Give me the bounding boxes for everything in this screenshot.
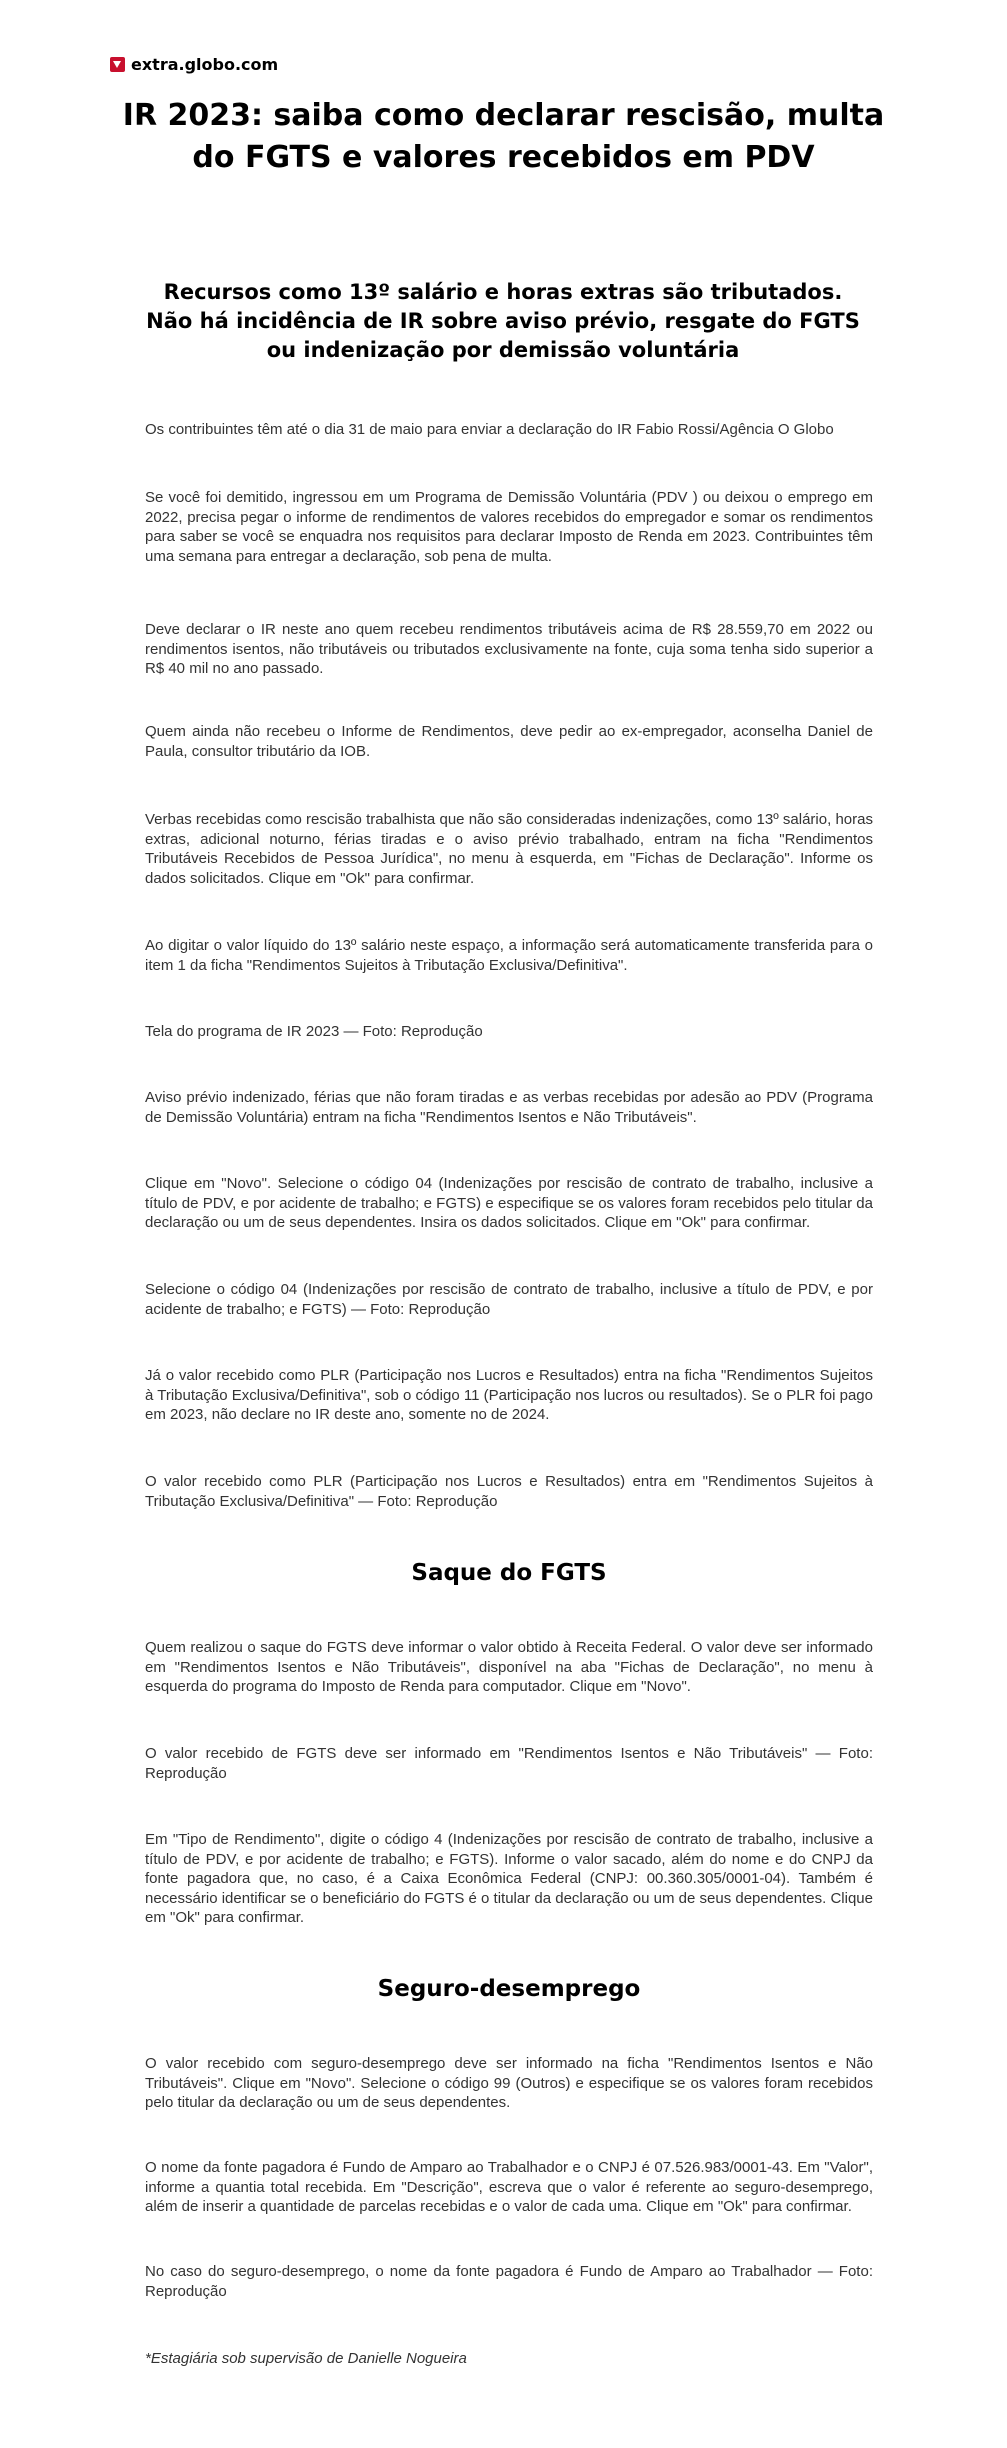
photo-caption: Selecione o código 04 (Indenizações por rescisão de contrato de trabalho, inclusive a título de PDV, e por acidente de trabalho; e FGTS) — Foto: Reprodução (145, 1281, 873, 1318)
article-paragraph: Aviso prévio indenizado, férias que não foram tiradas e as verbas recebidas por adesão ao PDV (Programa de Demissão Voluntária) entram na ficha "Rendimentos Isentos e Não Tributáveis". (145, 1089, 873, 1126)
photo-caption: Os contribuintes têm até o dia 31 de maio para enviar a declaração do IR Fabio Rossi/Agência O Globo (145, 421, 834, 438)
article-paragraph: Se você foi demitido, ingressou em um Programa de Demissão Voluntária (PDV ) ou deixou o emprego em 2022, precisa pegar o informe de rendimentos de valores recebidos do empregador e somar os rendimentos para saber se você se enquadra nos requisitos para declarar Imposto de Renda em 2023. Contribuintes têm uma semana para entregar a declaração, sob pena de multa. (145, 489, 873, 565)
article-subtitle: Recursos como 13º salário e horas extras são tributados. Não há incidência de IR sobre aviso prévio, resgate do FGTS ou indenização por demissão voluntária (146, 280, 860, 362)
article-paragraph: O valor recebido com seguro-desemprego deve ser informado na ficha "Rendimentos Isentos e Não Tributáveis". Clique em "Novo". Selecione o código 99 (Outros) e especifique se os valores foram recebidos pelo titular da declaração ou um de seus dependentes. (145, 2055, 873, 2111)
article-paragraph: Já o valor recebido como PLR (Participação nos Lucros e Resultados) entra na ficha "Rendimentos Sujeitos à Tributação Exclusiva/Definitiva", sob o código 11 (Participação nos lucros ou resultados). Se o PLR foi pago em 2023, não declare no IR deste ano, somente no de 2024. (145, 1367, 873, 1423)
photo-caption: Tela do programa de IR 2023 — Foto: Reprodução (145, 1023, 483, 1040)
article-paragraph: Em "Tipo de Rendimento", digite o código 4 (Indenizações por rescisão de contrato de trabalho, inclusive a título de PDV, e por acidente de trabalho; e FGTS). Informe o valor sacado, além do nome e do CNPJ da fonte pagadora que, no caso, é a Caixa Econômica Federal (CNPJ: 00.360.305/0001-04). Também é necessário identificar se o beneficiário do FGTS é o titular da declaração ou um de seus dependentes. Clique em "Ok" para confirmar. (145, 1831, 873, 1926)
article-paragraph: O nome da fonte pagadora é Fundo de Amparo ao Trabalhador e o CNPJ é 07.526.983/0001-43. Em "Valor", informe a quantia total recebida. Em "Descrição", escreva que o valor é referente ao seguro-desemprego, além de inserir a quantidade de parcelas recebidas e o valor de cada uma. Clique em "Ok" para confirmar. (145, 2159, 873, 2215)
article-title: IR 2023: saiba como declarar rescisão, multa do FGTS e valores recebidos em PDV (122, 98, 885, 175)
article-paragraph: Quem ainda não recebeu o Informe de Rendimentos, deve pedir ao ex-empregador, aconselha Daniel de Paula, consultor tributário da IOB. (145, 723, 873, 760)
footnote: *Estagiária sob supervisão de Danielle Nogueira (145, 2350, 467, 2367)
section-heading-seguro-desemprego: Seguro-desemprego (377, 1976, 641, 2002)
site-header (110, 52, 278, 76)
site-domain[interactable]: extra.globo.com (131, 54, 279, 74)
article-paragraph: Ao digitar o valor líquido do 13º salário neste espaço, a informação será automaticamente transferida para o item 1 da ficha "Rendimentos Sujeitos à Tributação Exclusiva/Definitiva". (145, 937, 873, 974)
article-paragraph: Verbas recebidas como rescisão trabalhista que não são consideradas indenizações, como 13º salário, horas extras, adicional noturno, férias tiradas e o aviso prévio trabalhado, entram na ficha "Rendimentos Tributáveis Recebidos de Pessoa Jurídica", no menu à esquerda, em "Fichas de Declaração". Informe os dados solicitados. Clique em "Ok" para confirmar. (145, 811, 873, 887)
article-paragraph: Clique em "Novo". Selecione o código 04 (Indenizações por rescisão de contrato de trabalho, inclusive a título de PDV, e por acidente de trabalho; e FGTS) e especifique se os valores foram recebidos pelo titular da declaração ou um de seus dependentes. Insira os dados solicitados. Clique em "Ok" para confirmar. (145, 1175, 873, 1231)
photo-caption: O valor recebido de FGTS deve ser informado em "Rendimentos Isentos e Não Tributáveis" — Foto: Reprodução (145, 1745, 873, 1782)
article-paragraph: Quem realizou o saque do FGTS deve informar o valor obtido à Receita Federal. O valor deve ser informado em "Rendimentos Isentos e Não Tributáveis", disponível na aba "Fichas de Declaração", no menu à esquerda do programa do Imposto de Renda para computador. Clique em "Novo". (145, 1639, 873, 1695)
section-heading-fgts: Saque do FGTS (411, 1560, 607, 1586)
photo-caption: O valor recebido como PLR (Participação nos Lucros e Resultados) entra em "Rendimentos Sujeitos à Tributação Exclusiva/Definitiva" — Foto: Reprodução (145, 1473, 873, 1510)
globo-favicon-icon (110, 57, 125, 72)
photo-caption: No caso do seguro-desemprego, o nome da fonte pagadora é Fundo de Amparo ao Trabalhador — Foto: Reprodução (145, 2263, 873, 2300)
article-paragraph: Deve declarar o IR neste ano quem recebeu rendimentos tributáveis acima de R$ 28.559,70 em 2022 ou rendimentos isentos, não tributáveis ou tributados exclusivamente na fonte, cuja soma tenha sido superior a R$ 40 mil no ano passado. (145, 621, 873, 677)
